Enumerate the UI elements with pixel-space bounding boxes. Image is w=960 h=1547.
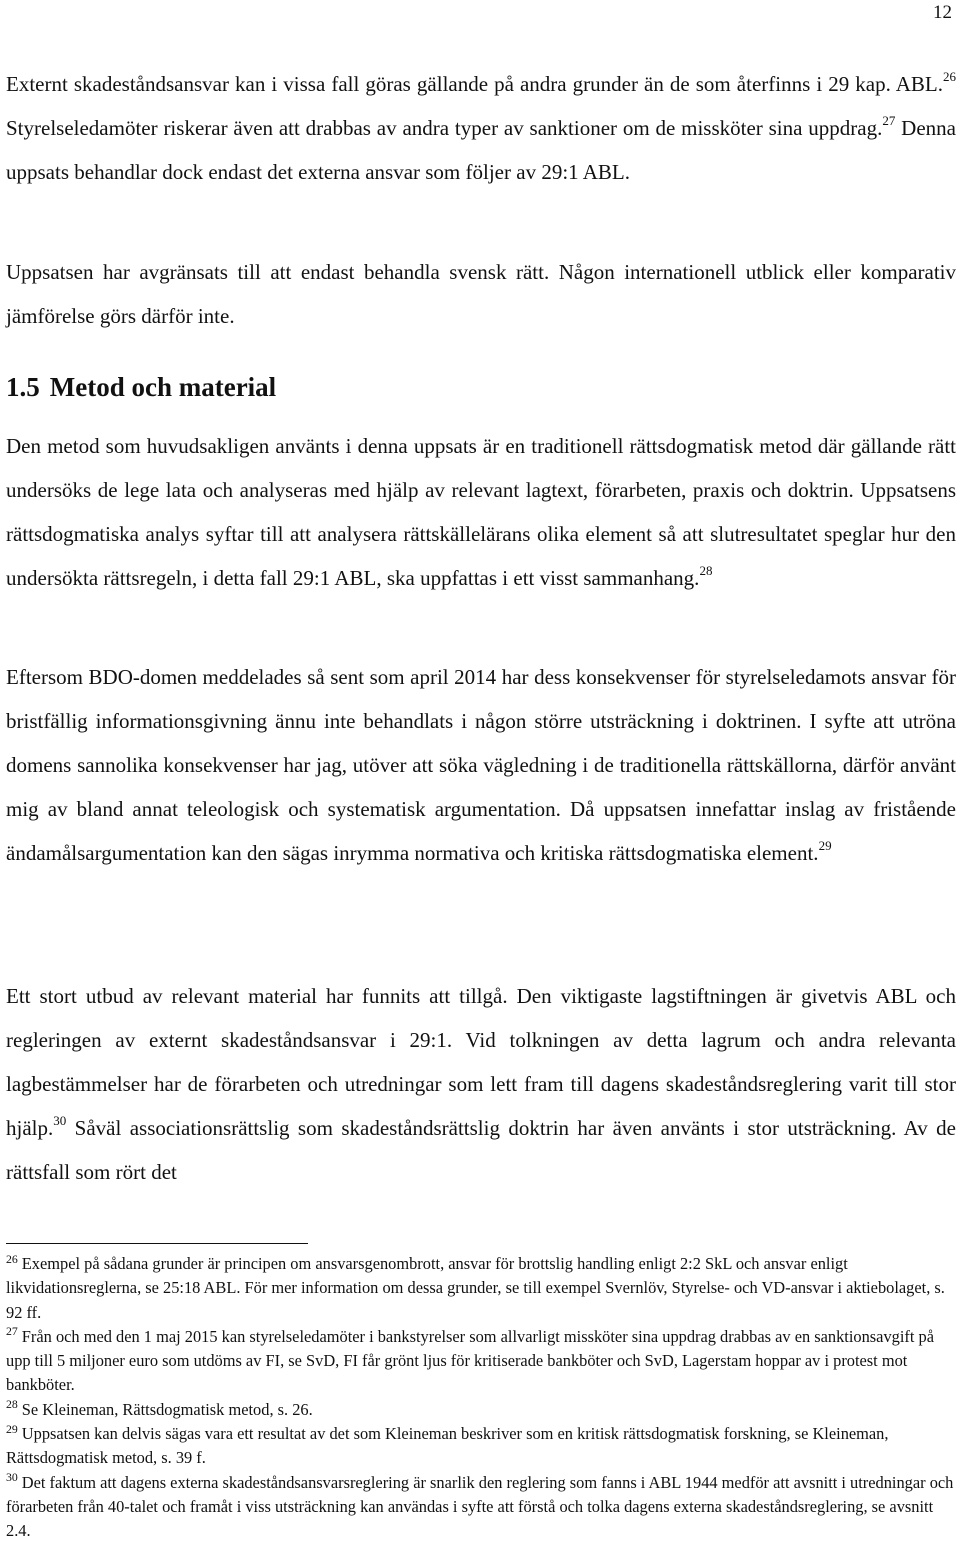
footnote-number: 29	[6, 1421, 18, 1436]
footnote-ref-27[interactable]: 27	[882, 113, 896, 129]
footnote-30	[6, 1471, 956, 1544]
footnote-divider	[6, 1243, 308, 1244]
footnote-number: 27	[6, 1324, 18, 1339]
footnote-number: 30	[6, 1470, 18, 1485]
paragraph-text: Styrelseledamöter riskerar även att drabbas av andra typer av sanktioner om de missköter sina uppdrag.	[6, 116, 883, 140]
footnote-text: Exempel på sådana grunder är principen om ansvarsgenombrott, ansvar för brottslig handling enligt 2:2 SkL och ansvar enligt likvidationsreglerna, se 25:18 ABL. För mer information om dessa grunder, se till exempel Svernlöv, Styrelse- och VD-ansvar i aktiebolaget, s. 92 ff.	[6, 1254, 945, 1322]
page-number: 12	[933, 2, 952, 23]
footnote-28	[6, 1398, 956, 1422]
paragraph-text: Såväl associationsrättslig som skadeståndsrättslig doktrin har även använts i stor utsträckning. Av de rättsfall som rört det	[6, 1116, 956, 1184]
footnote-29	[6, 1422, 956, 1471]
footnote-text: Från och med den 1 maj 2015 kan styrelseledamöter i bankstyrelser som allvarligt missköter sina uppdrag drabbas av en sanktionsavgift på upp till 5 miljoner euro som utdöms av FI, se SvD, FI får grönt ljus för kritiserade bankböter och SvD, Lagerstam hoppar av i protest mot bankböter.	[6, 1326, 934, 1395]
paragraph-delimitation: Uppsatsen har avgränsats till att endast behandla svensk rätt. Någon internationell utblick eller komparativ jämförelse görs därför inte.	[6, 260, 956, 328]
document-page	[6, 0, 956, 1547]
section-number: 1.5	[6, 372, 40, 402]
paragraph-text: Den metod som huvudsakligen använts i denna uppsats är en traditionell rättsdogmatisk metod där gällande rätt undersöks de lege lata och analyseras med hjälp av relevant lagtext, förarbeten, praxis och doktrin. Uppsatsens rättsdogmatiska analys syftar till att analysera rättskällelärans olika element så att slutresultatet speglar hur den undersökta rättsregeln, i detta fall 29:1 ABL, ska uppfattas i ett visst sammanhang.	[6, 434, 956, 590]
paragraph-scope-sanctions	[6, 62, 956, 194]
footnote-number: 26	[6, 1251, 18, 1266]
section-title: Metod och material	[49, 372, 277, 402]
footnote-ref-29[interactable]: 29	[818, 838, 832, 854]
footnote-text: Uppsatsen kan delvis sägas vara ett resultat av det som Kleineman beskriver som en kritisk rättsdogmatisk forskning, se Kleineman, Rättsdogmatisk metod, s. 39 f.	[6, 1424, 889, 1468]
paragraph-material	[6, 974, 956, 1194]
footnote-text: Se Kleineman, Rättsdogmatisk metod, s. 26.	[21, 1399, 313, 1419]
footnote-ref-30[interactable]: 30	[53, 1113, 67, 1129]
paragraph-method	[6, 424, 956, 600]
paragraph-text: Externt skadeståndsansvar kan i vissa fall göras gällande på andra grunder än de som återfinns i 29 kap. ABL.	[6, 72, 943, 96]
paragraph-text: Eftersom BDO-domen meddelades så sent som april 2014 har dess konsekvenser för styrelseledamots ansvar för bristfällig informationsgivning ännu inte behandlats i någon större utsträckning i doktrinen. I syfte att utröna domens sannolika konsekvenser har jag, utöver att söka vägledning i de traditionella rättskällorna, därför använt mig av bland annat teleologisk och systematisk argumentation. Då uppsatsen innefattar inslag av fristående ändamålsargumentation kan den sägas inrymma normativa och kritiska rättsdogmatiska element.	[6, 665, 956, 865]
paragraph-text: Denna uppsats behandlar dock endast det externa ansvar som följer av 29:1 ABL.	[6, 116, 956, 184]
paragraph-bdo-ruling	[6, 655, 956, 875]
footnote-text: Det faktum att dagens externa skadeståndsansvarsreglering är snarlik den reglering som fanns i ABL 1944 medför att avsnitt i utredningar och förarbeten från 40-talet och framåt i viss utsträckning kan användas i syfte att förstå och tolka dagens externa skadeståndsreglering, se avsnitt 2.4.	[6, 1472, 954, 1541]
footnotes	[6, 1252, 956, 1544]
footnote-number: 28	[6, 1397, 18, 1412]
footnote-27	[6, 1325, 956, 1398]
section-heading	[6, 365, 276, 409]
footnote-ref-28[interactable]: 28	[699, 563, 713, 579]
paragraph-text: Ett stort utbud av relevant material har funnits att tillgå. Den viktigaste lagstiftningen är givetvis ABL och regleringen av externt skadeståndsansvar i 29:1. Vid tolkningen av detta lagrum och andra relevanta lagbestämmelser har de förarbeten och utredningar som lett fram till dagens skadeståndsreglering varit till stor hjälp.	[6, 984, 956, 1140]
footnote-ref-26[interactable]: 26	[942, 69, 956, 85]
footnote-26	[6, 1252, 956, 1325]
